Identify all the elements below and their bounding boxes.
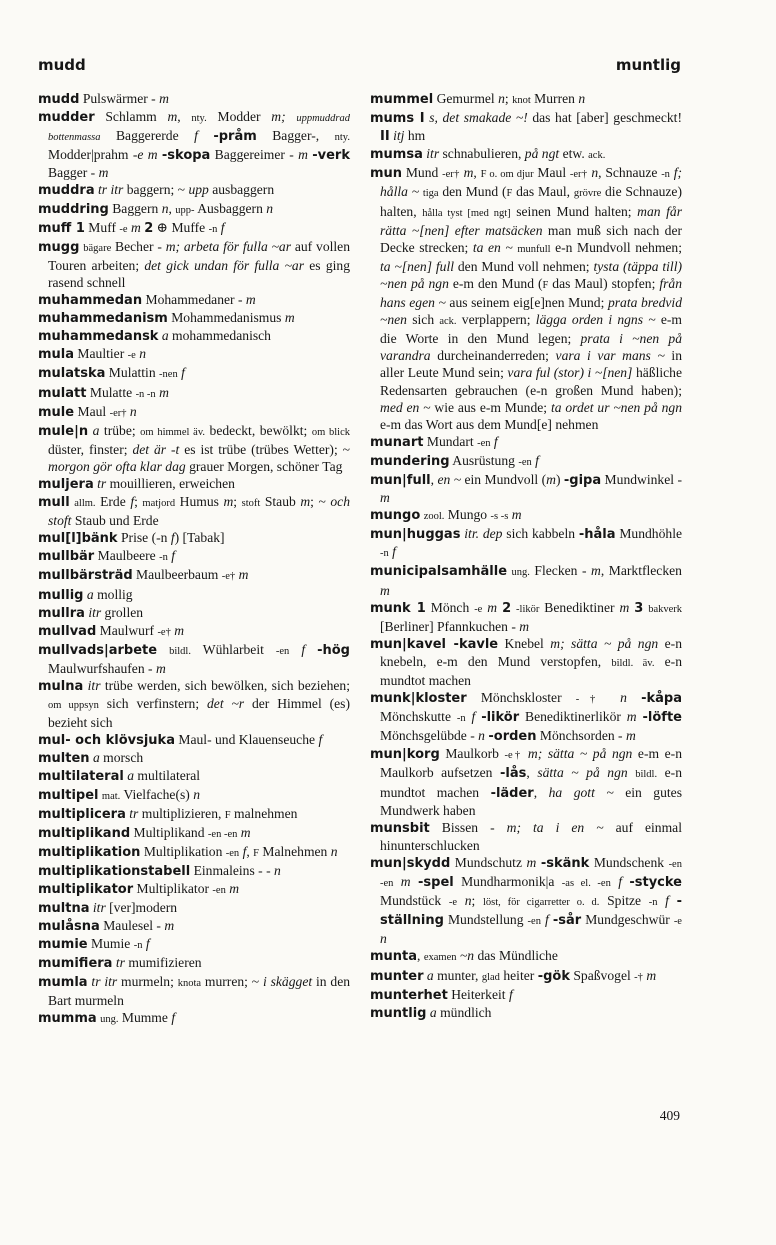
dictionary-entry: mumie Mumie -n f: [38, 936, 150, 953]
dictionary-entry: mullra itr grollen: [38, 604, 144, 621]
dictionary-entry: multipel mat. Vielfache(s) n: [38, 786, 201, 803]
dictionary-entry: mun|huggas itr. dep sich kabbeln -håla Mundhöhle -n f: [370, 526, 682, 560]
running-head-right: muntlig: [615, 56, 681, 74]
dictionary-entry: muljera tr mouillieren, erweichen: [38, 475, 235, 492]
dictionary-entry: munterhet Heiterkeit f: [370, 986, 513, 1003]
dictionary-entry: muhammedan Mohammedaner - m: [38, 292, 256, 309]
dictionary-entry: mullbär Maulbeere -n f: [38, 548, 176, 565]
dictionary-entry: mullvad Maulwurf -e† m: [38, 622, 185, 639]
dictionary-entry: mun Mund -er† m, F o. om djur Maul -er† n, Schnauze -n f; hålla ~ tiga den Mund (F das Maul, grövre die Schnauze) halten, hålla tyst [med ngt] seinen Mund halten; man får rätta ~[nen] efter matsäcken man muß sich nach der Decke strecken; ta en ~ munfull e-n Mundvoll nehmen; ta ~[nen] full den Mund voll nehmen; tysta (täppa till) ~nen på ngn e-m den Mund (F das Maul) stopfen; från hans egen ~ aus seinem eig[e]nen Mund; prata bredvid ~nen sich ack. verplappern; lägga orden i ngns ~ e-m die Worte in den Mund legen; prata i ~nen på varandra durcheinanderreden; vara i var mans ~ in aller Leute Mund sein; vara ful (stor) i ~[nen] häßliche Redensarten gebrauchen (e-n großen Mund haben); med en ~ wie aus e-m Munde; ta ordet ur ~nen på ngn e-m das Wort aus dem Mund[e] nehmen: [370, 165, 683, 432]
dictionary-entry: mungo zool. Mungo -s -s m: [370, 507, 522, 524]
dictionary-entry: mun|full, en ~ ein Mundvoll (m) -gipa Mundwinkel - m: [370, 471, 682, 506]
dictionary-entry: multiplikand Multiplikand -en -en m: [38, 824, 251, 841]
dictionary-entry: mudd Pulswärmer - m: [38, 91, 169, 107]
dictionary-entry: mule|n a trübe; om himmel äv. bedeckt, bewölkt; om blick düster, finster; det är -t es ist trübe (trübes Wetter); ~ morgon gör ofta klar dag grauer Morgen, schöner Tag: [38, 422, 351, 474]
dictionary-entry: multiplikationstabell Einmaleins - - n: [38, 862, 281, 879]
dictionary-entry: mummel Gemurmel n; knot Murren n: [370, 91, 586, 107]
dictionary-entry: mumla tr itr murmeln; knota murren; ~ i skägget in den Bart murmeln: [38, 973, 351, 1008]
dictionary-entry: mul- och klövsjuka Maul- und Klauenseuche f: [38, 732, 323, 749]
dictionary-entry: municipalsamhälle ung. Flecken - m, Marktflecken m: [370, 563, 682, 598]
dictionary-entry: mums I s, det smakade ~! das hat [aber] geschmeckt! II itj hm: [370, 110, 682, 145]
dictionary-entry: mumma ung. Mumme f: [38, 1009, 176, 1026]
dictionary-entry: muff 1 Muff -e m 2 ⊕ Muffe -n f: [38, 219, 225, 236]
dictionary-entry: multen a morsch: [38, 750, 144, 767]
dictionary-entry: mumifiera tr mumifizieren: [38, 955, 202, 972]
dictionary-entry: mulna itr trübe werden, sich bewölken, sich beziehen; om uppsyn sich verfinstern; det ~r der Himmel (es) bezieht sich: [38, 678, 350, 731]
dictionary-entry: mun|skydd Mundschutz m -skänk Mundschenk -en -en m -spel Mundharmonik|a -as el. -en f -stycke Mundstück -e n; löst, för cigarretter o. d. Spitze -n f -ställning Mundstellung -en f -sår Mundgeschwür -e n: [370, 854, 683, 947]
left-column: [38, 90, 350, 1028]
dictionary-entry: mullbärsträd Maulbeerbaum -e† m: [38, 567, 249, 584]
dictionary-entry: munter a munter, glad heiter -gök Spaßvogel -† m: [370, 967, 657, 984]
dictionary-entry: mul[l]bänk Prise (-n f) [Tabak]: [38, 530, 225, 547]
dictionary-entry: multiplikator Multiplikator -en m: [38, 881, 240, 898]
dictionary-entry: multilateral a multilateral: [38, 768, 201, 785]
dictionary-entry: muntlig a mündlich: [370, 1004, 492, 1021]
dictionary-entry: mumsa itr schnabulieren, på ngt etw. ack.: [370, 146, 606, 163]
dictionary-entry: mulatska Mulattin -nen f: [38, 365, 185, 382]
running-head-left: mudd: [38, 56, 86, 74]
dictionary-entry: mugg bägare Becher - m; arbeta för fulla ~ar auf vollen Touren arbeiten; det gick undan för fulla ~ar es ging rasend schnell: [38, 238, 350, 290]
dictionary-entry: multna itr [ver]modern: [38, 900, 178, 917]
dictionary-entry: mun|korg Maulkorb -e† m; sätta ~ på ngn e-m e-n Maulkorb aufsetzen -lås, sätta ~ på ngn bildl. e-n mundtot machen -läder, ha gott ~ ein gutes Mundwerk haben: [370, 746, 682, 818]
dictionary-entry: munart Mundart -en f: [370, 433, 498, 450]
dictionary-entry: muddra tr itr baggern; ~ upp ausbaggern: [38, 182, 275, 199]
dictionary-entry: mull allm. Erde f; matjord Humus m; stoft Staub m; ~ och stoft Staub und Erde: [38, 494, 351, 529]
dictionary-entry: mun|kavel -kavle Knebel m; sätta ~ på ngn e-n knebeln, e-m den Mund verstopfen, bildl. äv. e-n mundtot machen: [370, 635, 683, 688]
dictionary-entry: mula Maultier -e n: [38, 346, 147, 363]
dictionary-entry: mule Maul -er† n: [38, 403, 137, 420]
dictionary-entry: mullig a mollig: [38, 586, 133, 603]
dictionary-entry: munk 1 Mönch -e m 2 -likör Benediktiner m 3 bakverk [Berliner] Pfannkuchen - m: [370, 599, 683, 634]
page-number: 409: [659, 1108, 680, 1123]
dictionary-entry: munsbit Bissen - m; ta i en ~ auf einmal hinunterschlucken: [370, 819, 682, 853]
dictionary-entry: muhammedansk a mohammedanisch: [38, 328, 271, 345]
right-column: [370, 90, 682, 1022]
dictionary-entry: mudder Schlamm m, nty. Modder m; uppmuddrad bottenmassa Baggererde f -pråm Bagger-, nty. Modder|prahm -e m -skopa Baggereimer - m -verk Bagger - m: [38, 109, 350, 181]
dictionary-entry: multiplikation Multiplikation -en f, F Malnehmen n: [38, 843, 338, 860]
dictionary-entry: muddring Baggern n, upp- Ausbaggern n: [38, 200, 274, 217]
dictionary-entry: munta, examen ~n das Mündliche: [370, 948, 558, 965]
dictionary-entry: mullvads|arbete bildl. Wühlarbeit -en f -hög Maulwurfshaufen - m: [38, 641, 350, 676]
dictionary-entry: mundering Ausrüstung -en f: [370, 452, 539, 469]
dictionary-entry: mulåsna Maulesel - m: [38, 918, 175, 935]
dictionary-entry: mulatt Mulatte -n -n m: [38, 384, 169, 401]
dictionary-entry: multiplicera tr multiplizieren, F malnehmen: [38, 805, 298, 822]
dictionary-entry: munk|kloster Mönchskloster -† n -kåpa Mönchskutte -n f -likör Benediktinerlikör m -löfte Mönchsgelübde - n -orden Mönchsorden - m: [370, 690, 682, 745]
dictionary-entry: muhammedanism Mohammedanismus m: [38, 310, 295, 327]
